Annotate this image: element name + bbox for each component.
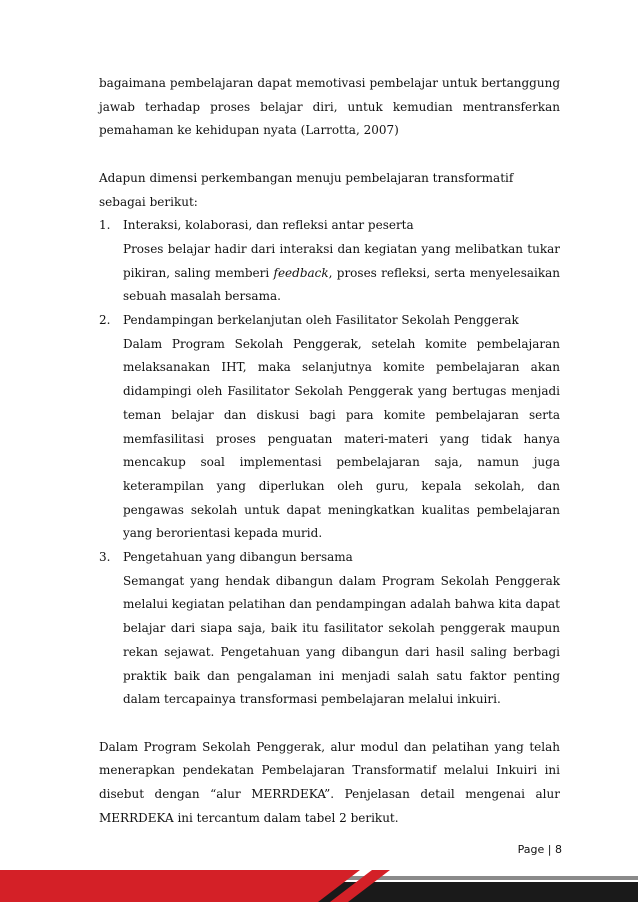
list-number: 1.	[99, 218, 111, 233]
list-item-heading: Pendampingan berkelanjutan oleh Fasilitator Sekolah Penggerak	[123, 313, 519, 328]
footer-stripe-graphic	[0, 868, 638, 902]
list-item	[99, 309, 560, 546]
list-number: 3.	[99, 550, 111, 565]
body-text: Proses belajar hadir dari interaksi dan kegiatan yang melibatkan tukar pikiran, saling memberi	[123, 241, 560, 280]
list-item-body: Semangat yang hendak dibangun dalam Program Sekolah Penggerak melalui kegiatan pelatihan dan pendampingan adalah bahwa kita dapat belajar dari siapa saja, baik itu fasilitator sekolah penggerak maupun rekan sejawat. Pengetahuan yang dibangun dari hasil saling berbagi praktik baik dan pengalaman ini menjadi salah satu faktor penting dalam tercapainya transformasi pembelajaran melalui inkuiri.	[123, 573, 560, 707]
dimension-list	[99, 214, 560, 712]
paragraph-merrdeka: Dalam Program Sekolah Penggerak, alur modul dan pelatihan yang telah menerapkan pendekatan Pembelajaran Transformatif melalui Inkuiri ini disebut dengan “alur MERRDEKA”. Penjelasan detail mengenai alur MERRDEKA ini tercantum dalam tabel 2 berikut.	[99, 739, 560, 825]
paragraph-gap	[99, 712, 560, 736]
paragraph-gap	[99, 143, 560, 167]
list-item	[99, 214, 560, 309]
footer-stripe	[0, 868, 638, 902]
body-text: , proses refleksi, serta menyelesaikan sebuah masalah bersama.	[123, 265, 560, 304]
list-item-body: Dalam Program Sekolah Penggerak, setelah komite pembelajaran melaksanakan IHT, maka selanjutnya komite pembelajaran akan didampingi oleh Fasilitator Sekolah Penggerak yang bertugas menjadi teman belajar dan diskusi bagi para komite pembelajaran serta memfasilitasi proses penguatan materi-materi yang tidak hanya mencakup soal implementasi pembelajaran saja, namun juga keterampilan yang diperlukan oleh guru, kepala sekolah, dan pengawas sekolah untuk dapat meningkatkan kualitas pembelajaran yang berorientasi kepada murid.	[123, 336, 560, 541]
paragraph-intro: bagaimana pembelajaran dapat memotivasi pembelajar untuk bertanggung jawab terhadap proses belajar diri, untuk kemudian mentransferkan pemahaman ke kehidupan nyata (Larrotta, 2007)	[99, 76, 560, 138]
list-item-heading: Interaksi, kolaborasi, dan refleksi antar peserta	[123, 218, 414, 233]
italic-term: feedback	[273, 265, 329, 280]
list-item	[99, 546, 560, 712]
page-body	[99, 72, 560, 830]
list-number: 2.	[99, 313, 111, 328]
paragraph-dimensions: Adapun dimensi perkembangan menuju pembelajaran transformatif sebagai berikut:	[99, 170, 514, 209]
list-item-heading: Pengetahuan yang dibangun bersama	[123, 550, 353, 565]
page-number: Page | 8	[517, 843, 562, 856]
red-band	[0, 870, 360, 902]
list-item-body	[123, 238, 560, 309]
